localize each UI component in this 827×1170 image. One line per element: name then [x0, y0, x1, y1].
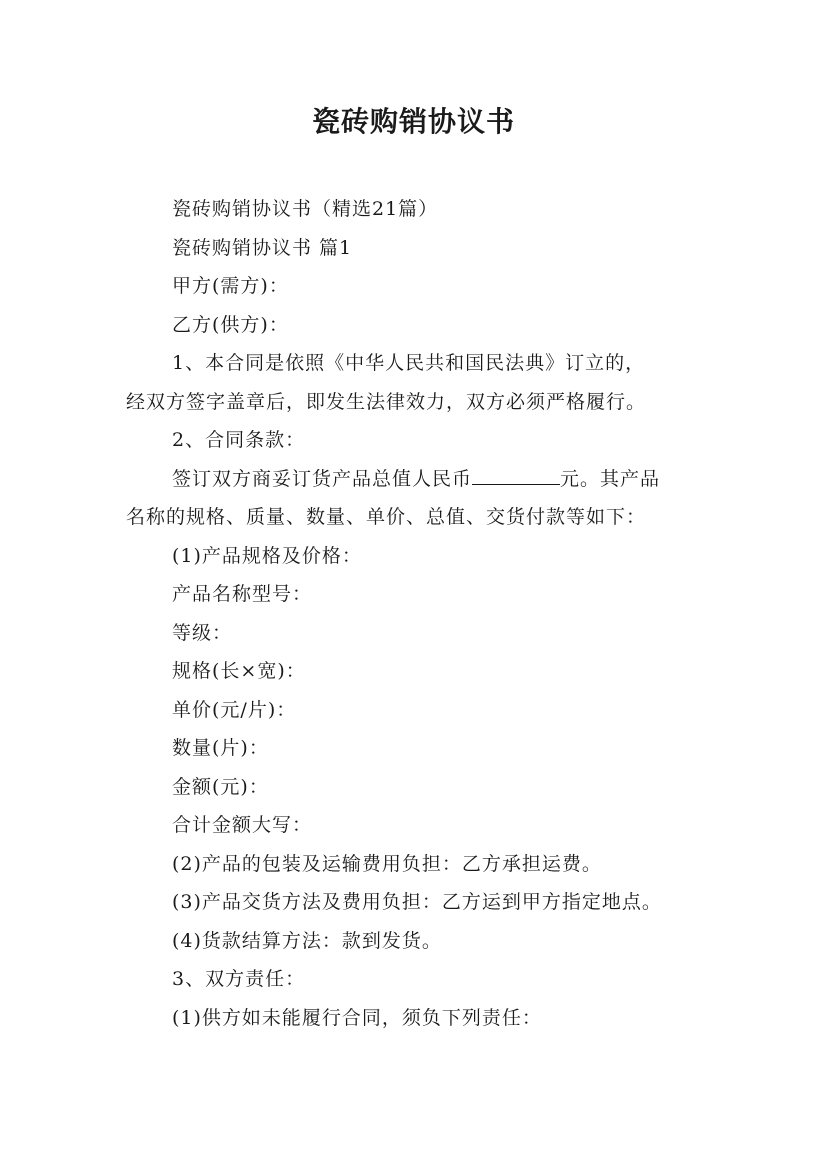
delivery-line: (3)产品交货方法及费用负担：乙方运到甲方指定地点。 — [172, 891, 662, 913]
clause-2-line-1 — [126, 460, 726, 499]
clause-2-text-b: 元。其产品 — [560, 467, 661, 490]
spec-size: 规格(长×宽)： — [172, 660, 306, 682]
document-title: 瓷砖购销协议书 — [311, 105, 515, 138]
clause-2-heading: 2、合同条款： — [172, 429, 306, 451]
spec-unit-price: 单价(元/片)： — [172, 698, 297, 721]
subtitle-line: 瓷砖购销协议书（精选21篇） — [172, 198, 439, 220]
spec-total-words: 合计金额大写： — [172, 814, 313, 836]
spec-model: 产品名称型号： — [172, 583, 313, 605]
party-b-line: 乙方(供方)： — [172, 313, 289, 336]
document-body — [126, 190, 726, 1037]
spec-grade: 等级： — [172, 621, 233, 644]
clause-3-line-1: (1)供方如未能履行合同，须负下列责任： — [172, 1006, 542, 1029]
spec-heading: (1)产品规格及价格： — [172, 544, 362, 567]
clause-2-text-a: 签订双方商妥订货产品总值人民币 — [172, 467, 473, 490]
payment-line: (4)货款结算方法：款到发货。 — [172, 929, 442, 952]
spec-quantity: 数量(片)： — [172, 737, 269, 759]
spec-amount: 金额(元)： — [172, 775, 269, 798]
amount-blank — [472, 466, 560, 485]
clause-1-line-2: 经双方签字盖章后，即发生法律效力，双方必须严格履行。 — [126, 390, 647, 413]
clause-2-line-2: 名称的规格、质量、数量、单价、总值、交货付款等如下： — [126, 506, 647, 528]
section-heading: 瓷砖购销协议书 篇1 — [172, 236, 353, 259]
party-a-line: 甲方(需方)： — [172, 275, 289, 297]
packaging-line: (2)产品的包装及运输费用负担：乙方承担运费。 — [172, 852, 602, 875]
clause-1-line-1: 1、本合同是依照《中华人民共和国民法典》订立的， — [172, 352, 646, 374]
clause-3-heading: 3、双方责任： — [172, 968, 306, 990]
